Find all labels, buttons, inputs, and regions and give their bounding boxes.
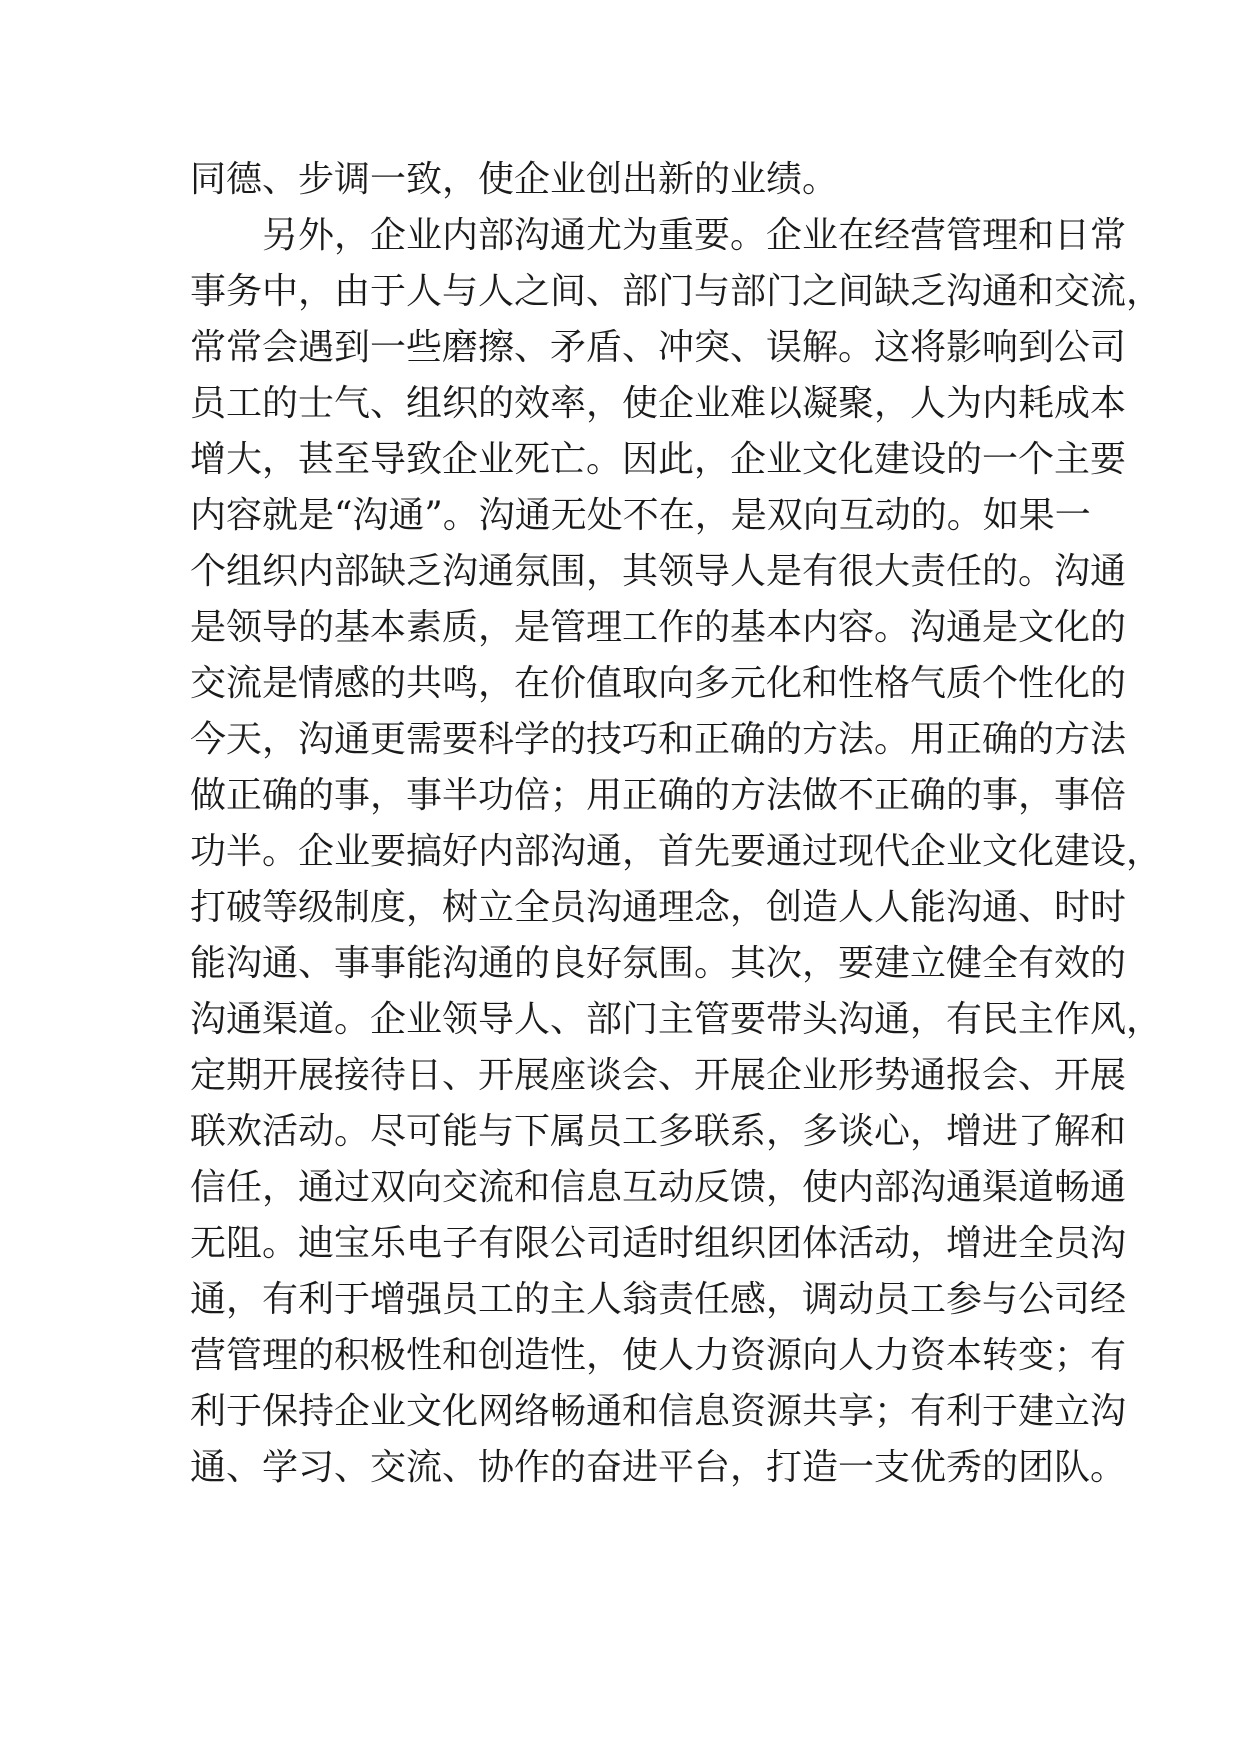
text-line: 今天，沟通更需要科学的技巧和正确的方法。用正确的方法 [190,719,1127,760]
text-line: 功半。企业要搞好内部沟通，首先要通过现代企业文化建设， [190,831,1163,872]
text-line: 通，有利于增强员工的主人翁责任感，调动员工参与公司经 [190,1279,1127,1320]
text-line: 同德、步调一致，使企业创出新的业绩。 [190,159,839,200]
text-line: 联欢活动。尽可能与下属员工多联系，多谈心，增进了解和 [190,1111,1127,1152]
text-line: 营管理的积极性和创造性，使人力资源向人力资本转变；有 [190,1335,1127,1376]
text-line: 沟通渠道。企业领导人、部门主管要带头沟通，有民主作风， [190,999,1163,1040]
text-line: 个组织内部缺乏沟通氛围，其领导人是有很大责任的。沟通 [190,551,1127,592]
text-line: 定期开展接待日、开展座谈会、开展企业形势通报会、开展 [190,1055,1127,1096]
text-line: 打破等级制度，树立全员沟通理念，创造人人能沟通、时时 [190,887,1127,928]
body-text [190,152,1163,1496]
text-line: 信任，通过双向交流和信息互动反馈，使内部沟通渠道畅通 [190,1167,1127,1208]
text-line: 增大，甚至导致企业死亡。因此，企业文化建设的一个主要 [190,439,1127,480]
text-line: 内容就是“沟通”。沟通无处不在，是双向互动的。如果一 [190,495,1091,536]
text-line: 通、学习、交流、协作的奋进平台，打造一支优秀的团队。 [190,1447,1127,1488]
text-line: 常常会遇到一些磨擦、矛盾、冲突、误解。这将影响到公司 [190,327,1127,368]
text-line: 是领导的基本素质，是管理工作的基本内容。沟通是文化的 [190,607,1127,648]
text-line: 利于保持企业文化网络畅通和信息资源共享；有利于建立沟 [190,1391,1127,1432]
text-line: 事务中，由于人与人之间、部门与部门之间缺乏沟通和交流， [190,271,1163,312]
text-line: 无阻。迪宝乐电子有限公司适时组织团体活动，增进全员沟 [190,1223,1127,1264]
text-line: 能沟通、事事能沟通的良好氛围。其次，要建立健全有效的 [190,943,1127,984]
paragraph-first-line: 另外，企业内部沟通尤为重要。企业在经营管理和日常 [262,215,1127,256]
text-line: 做正确的事，事半功倍；用正确的方法做不正确的事，事倍 [190,775,1127,816]
text-line: 员工的士气、组织的效率，使企业难以凝聚，人为内耗成本 [190,383,1127,424]
text-line: 交流是情感的共鸣，在价值取向多元化和性格气质个性化的 [190,663,1127,704]
